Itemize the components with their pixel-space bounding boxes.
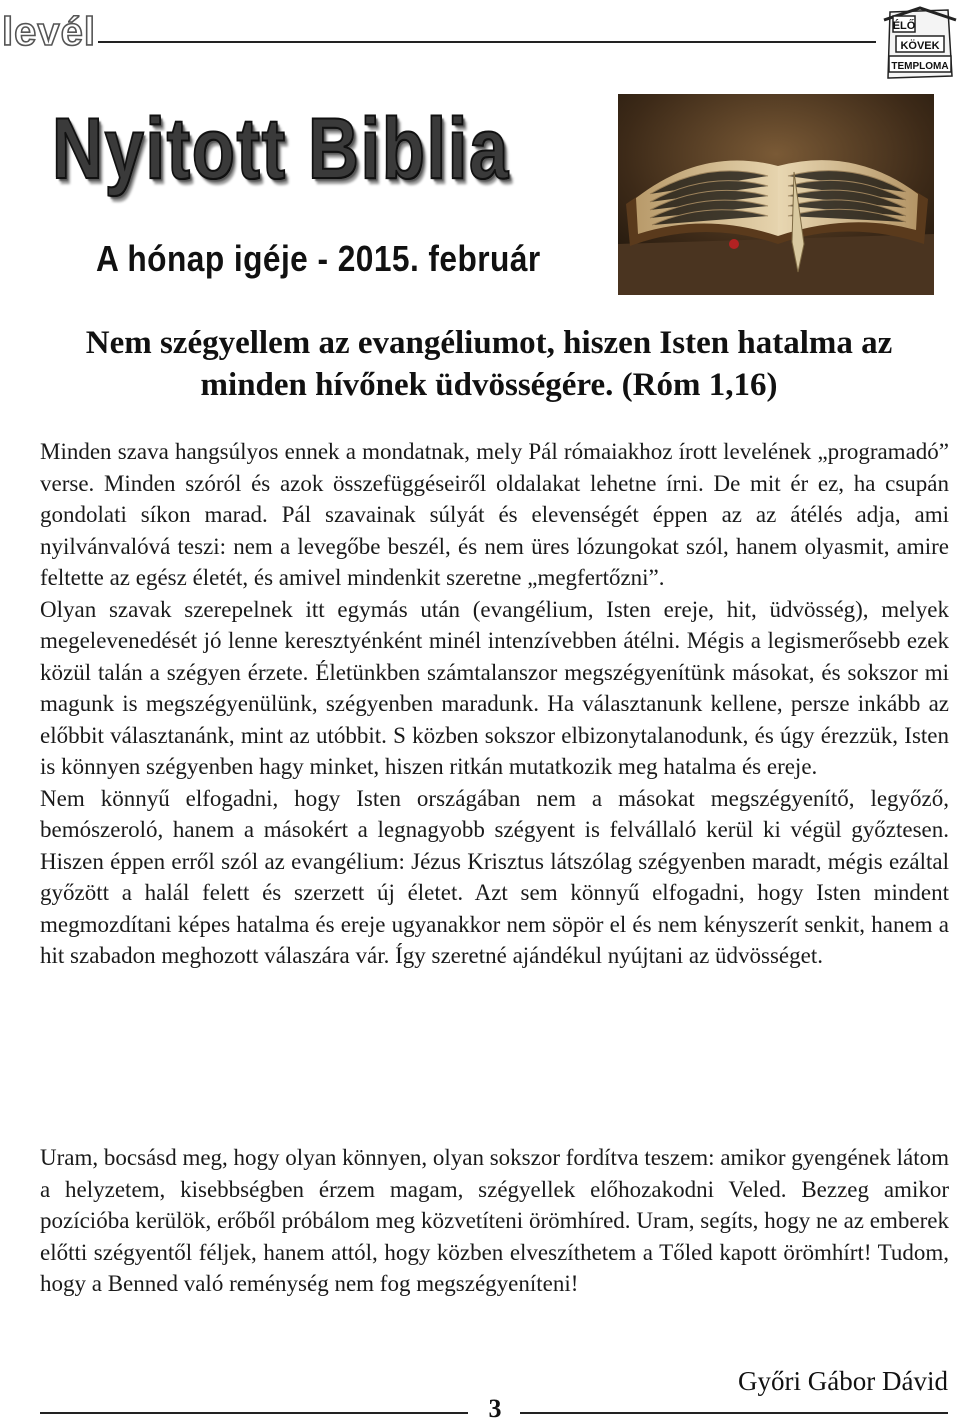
reflection-text bbox=[40, 436, 949, 972]
paragraph: Nem könnyű elfogadni, hogy Isten országában nem a másokat megszégyenítő, legyőző, bemószeroló, hanem a másokért a legnagyobb szégyent is felvállaló kerül ki végül győztesen. Hiszen éppen erről szól az evangélium: Jézus Krisztus látszólag szégyenben maradt, mégis ezáltal győzött a halál felett és szerzett új életet. Azt sem könnyű elfogadni, hogy Isten mindent megmozdítani képes hatalma és ereje ugyanakkor nem söpör el és nem kényszerít senkit, hanem a hit szabadon meghozott válaszára vár. Így szeretné ajándékul nyújtani az üdvösséget. bbox=[40, 785, 949, 968]
prayer-text bbox=[40, 1142, 949, 1300]
footer-rule-right bbox=[520, 1412, 948, 1414]
paragraph: Minden szava hangsúlyos ennek a mondatnak, mely Pál rómaiakhoz írott levelének „programadó” verse. Minden szóról és azok összefüggéseiről oldalakat lehetne írni. De mit ér ez, ha csupán gondolati síkon marad. Pál szavainak súlyát és elevenségét éppen az az átélés adja, ami nyilvánvalóvá teszi: nem a levegőbe beszél, és nem üres lózungokat szól, hanem olyasmit, amire feltette az egész életét, és amivel mindenkit szeretne „megfertőzni”. bbox=[40, 439, 949, 590]
logo-line-1: ÉLŐ bbox=[892, 20, 916, 32]
author-name: Győri Gábor Dávid bbox=[738, 1366, 948, 1396]
logo-line-3: TEMPLOMA bbox=[891, 61, 949, 72]
open-bible-image bbox=[618, 94, 934, 295]
paragraph: Olyan szavak szerepelnek itt egymás után (evangélium, Isten ereje, hit, üdvösség), melyek megelevenedését jó lenne keresztyénként minél intenzívebben átélni. Mégis a legismerősebb ezek közül talán a szégyen érzete. Életünkben számtalanszor megszégyenítünk másokat, és sokszor mi magunk is megszégyenülünk, szégyenben maradunk. Ha választanunk kellene, persze inkább az előbbit választanánk, mint az utóbbit. S közben sokszor elbizonytalanodunk, és úgy érezzük, Isten is könnyen szégyenben hagy minket, hiszen ritkán mutatkozik meg hatalma és ereje. bbox=[40, 596, 949, 779]
prayer-paragraph: Uram, bocsásd meg, hogy olyan könnyen, olyan sokszor fordítva teszem: amikor gyengének látom a helyzetem, kisebbségben érzem magam, szégyellek előhozakodni Veled. Bezzeg amikor pozícióba kerülök, erőből próbálom meg közvetíteni örömhíred. Uram, segíts, hogy ne az emberek előtti szégyentől féljek, hanem attól, hogy közben elveszíthetem a Tőled kapott örömhírt! Tudom, hogy a Benned való reménység nem fog megszégyeníteni! bbox=[40, 1145, 949, 1296]
section-label: levél bbox=[2, 10, 96, 54]
logo-line-2: KÖVEK bbox=[900, 40, 940, 52]
footer-rule-left bbox=[40, 1412, 468, 1414]
header-rule bbox=[98, 41, 876, 43]
page-number: 3 bbox=[488, 1394, 502, 1423]
page-subtitle: A hónap igéje - 2015. február bbox=[96, 238, 541, 279]
verse-of-month: Nem szégyellem az evangéliumot, hiszen Isten hatalma az minden hívőnek üdvösségére. (Róm 1,16) bbox=[85, 325, 893, 403]
page-header bbox=[0, 0, 960, 90]
church-logo bbox=[880, 6, 958, 80]
page-title: Nyitott Biblia bbox=[52, 101, 510, 197]
